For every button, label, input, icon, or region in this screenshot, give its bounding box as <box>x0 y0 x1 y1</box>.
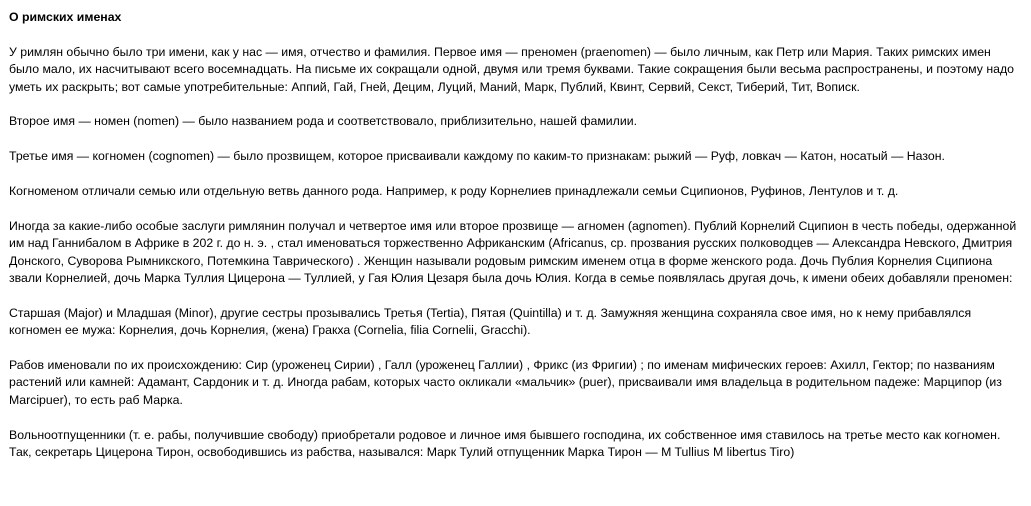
paragraph-nomen: Второе имя — номен (nomen) — было названием рода и соответствовало, приблизительно, нашей фамилии. <box>9 114 638 129</box>
paragraph-family-branch: Когноменом отличали семью или отдельную ветвь данного рода. Например, к роду Корнелиев принадлежали семьи Сципионов, Руфинов, Лентулов и т. д. <box>9 184 899 198</box>
paragraph-cognomen: Третье имя — когномен (cognomen) — было прозвищем, которое присваивали каждому по каким-то признакам: рыжий — Руф, ловкач — Катон, носатый — Назон. <box>9 149 945 164</box>
paragraph-sisters: Старшая (Major) и Младшая (Minor), другие сестры прозывались Третья (Tertia), Пятая (Quintilla) и т. д. Замужняя женщина сохраняла свое имя, но к нему прибавлялся когномен ее мужа: Корнелия, дочь Корнелия, (жена) Гракха (Cornelia, filia Cornelii, Gracchi). <box>9 305 972 338</box>
paragraph-freedmen: Вольноотпущенники (т. е. рабы, получившие свободу) приобретали родовое и личное имя бывшего господина, их собственное имя ставилось на третье место как когномен. Так, секретарь Цицерона Тирон, освободившись из рабства, назывался: Марк Тулий отпущенник Марка Тирон — M Tullius M libertus Tiro) <box>9 427 1001 460</box>
paragraph-three-names: У римлян обычно было три имени, как у нас — имя, отчество и фамилия. Первое имя — преномен (praenomen) — было личным, как Петр или Мария. Таких римских имен было мало, их насчитывают всего восемнадцать. На письме их сокращали одной, двумя или тремя буквами. Такие сокращения были весьма распространены, и поэтому надо уметь их раскрыть; вот самые употребительные: Аппий, Гай, Гней, Децим, Луций, Маний, Марк, Публий, Квинт, Сервий, Секст, Тиберий, Тит, Вописк. <box>9 44 1014 94</box>
paragraph-slaves: Рабов именовали по их происхождению: Сир (уроженец Сирии) , Галл (уроженец Галлии) , Фрикс (из Фригии) ; по именам мифических героев: Ахилл, Гектор; по названиям растений или камней: Адамант, Сардоник и т. д. Иногда рабам, которых часто окликали «мальчик» (puer), присваивали имя владельца в родительном падеже: Марципор (из Marcipuer), то есть раб Марка. <box>9 358 1002 407</box>
article-title: О римских именах <box>9 10 122 24</box>
paragraph-agnomen: Иногда за какие-либо особые заслуги римлянин получал и четвертое имя или второе прозвище — агномен (agnomen). Публий Корнелий Сципион в честь победы, одержанной им над Ганнибалом в Африке в 202 г. до н. э. , стал именоваться торжественно Африканским (Africanus, ср. прозвания русских полководцев — Александра Невского, Дмитрия Донского, Суворова Рымникского, Потемкина Таврического) . Женщин называли родовым римским именем отца в форме женского рода. Дочь Публия Корнелия Сципиона звали Корнелией, дочь Марка Туллия Цицерона — Туллией, у Гая Юлия Цезаря была дочь Юлия. Когда в семье появлялась другая дочь, к имени обеих добавляли преномен: <box>9 218 1017 286</box>
